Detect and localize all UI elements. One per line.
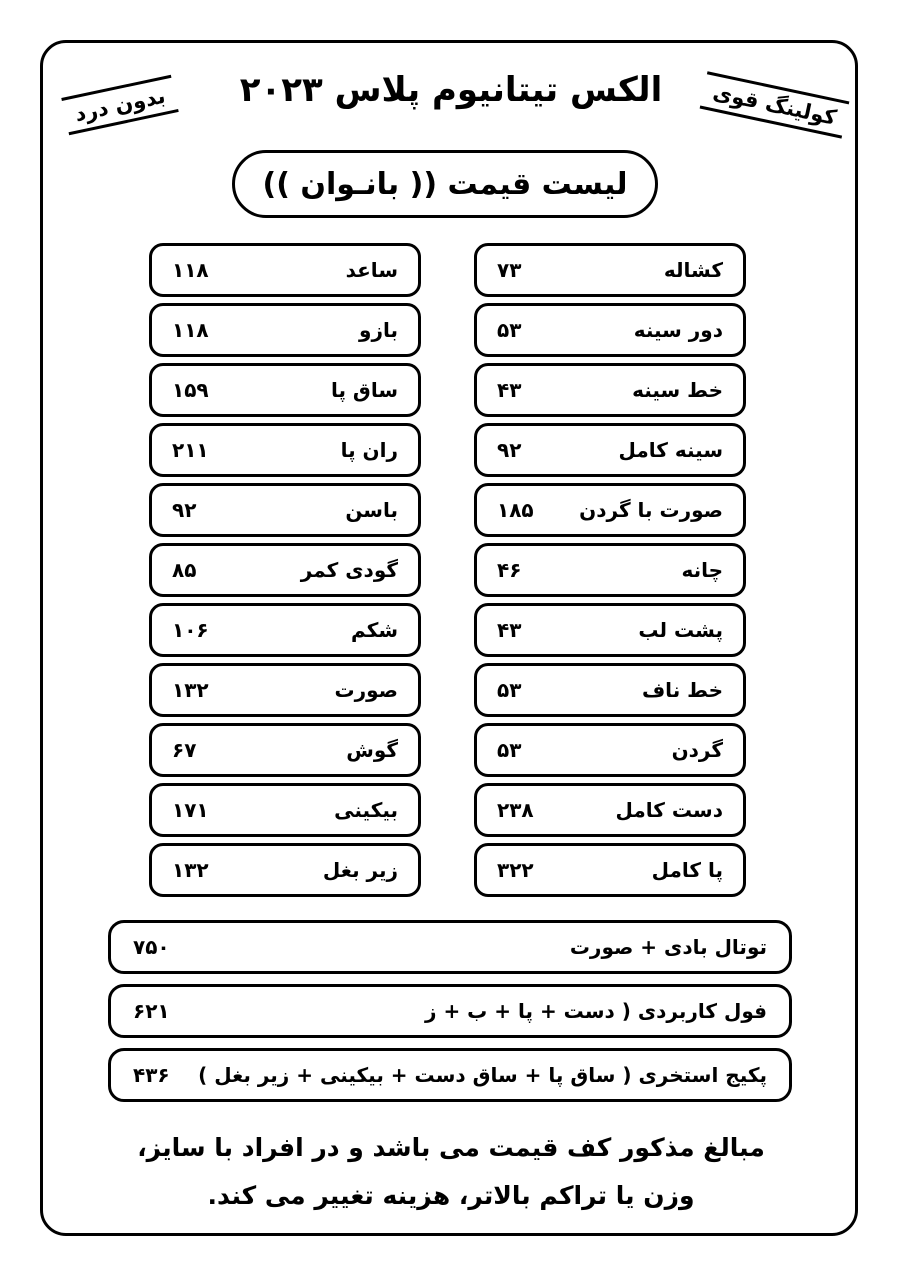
price-item [149, 363, 421, 417]
price-item [149, 663, 421, 717]
note-line-1: مبالغ مذکور کف قیمت می باشد و در افراد با سایز، [137, 1133, 765, 1162]
item-price: ۵۳ [497, 738, 522, 762]
item-price: ۹۲ [497, 438, 522, 462]
item-name: گوش [346, 738, 398, 762]
item-name: صورت [334, 678, 398, 702]
price-item [474, 483, 746, 537]
price-item [149, 723, 421, 777]
price-item [474, 423, 746, 477]
page-title: الکس تیتانیوم پلاس ۲۰۲۳ [239, 70, 663, 110]
price-list-subtitle [232, 150, 658, 218]
no-pain-tag: بدون درد [61, 75, 178, 135]
item-price: ۱۱۸ [172, 318, 209, 342]
item-name: صورت با گردن [579, 498, 723, 522]
price-item [149, 243, 421, 297]
item-name: سینه کامل [618, 438, 723, 462]
item-price: ۱۱۸ [172, 258, 209, 282]
package-name: فول کاربردی ( دست + پا + ب + ز [424, 999, 767, 1023]
package-name: پکیج استخری ( ساق پا + ساق دست + بیکینی + زیر بغل ) [198, 1063, 767, 1087]
item-name: گردن [671, 738, 723, 762]
price-item [149, 783, 421, 837]
item-price: ۴۳ [497, 618, 522, 642]
item-name: پا کامل [651, 858, 723, 882]
item-price: ۱۰۶ [172, 618, 209, 642]
package-list [108, 920, 792, 1112]
item-price: ۱۳۲ [172, 858, 209, 882]
package-item [108, 1048, 792, 1102]
price-item [149, 543, 421, 597]
item-name: پشت لب [638, 618, 723, 642]
subtitle-text: لیست قیمت (( بانـوان )) [262, 166, 628, 202]
item-price: ۴۶ [497, 558, 522, 582]
item-price: ۱۸۵ [497, 498, 534, 522]
item-name: دست کامل [615, 798, 723, 822]
price-item [474, 723, 746, 777]
left-price-column [149, 243, 421, 903]
item-price: ۱۳۲ [172, 678, 209, 702]
price-item [149, 843, 421, 897]
item-price: ۸۵ [172, 558, 197, 582]
price-note [60, 1124, 842, 1220]
price-item [149, 303, 421, 357]
package-name: توتال بادی + صورت [569, 935, 767, 959]
price-item [474, 783, 746, 837]
item-price: ۷۳ [497, 258, 522, 282]
item-name: خط سینه [632, 378, 723, 402]
strong-cooling-tag: کولینگ قوی [700, 71, 850, 138]
item-name: بیکینی [334, 798, 398, 822]
price-item [474, 663, 746, 717]
price-item [474, 303, 746, 357]
note-line-2: وزن یا تراکم بالاتر، هزینه تغییر می کند. [207, 1181, 695, 1210]
package-price: ۷۵۰ [133, 935, 170, 959]
item-name: بازو [359, 318, 398, 342]
package-item [108, 984, 792, 1038]
item-name: باسن [345, 498, 398, 522]
item-price: ۳۲۲ [497, 858, 534, 882]
package-price: ۴۳۶ [133, 1063, 170, 1087]
item-name: دور سینه [633, 318, 723, 342]
item-price: ۱۵۹ [172, 378, 209, 402]
right-price-column [474, 243, 746, 903]
item-name: زیر بغل [322, 858, 398, 882]
item-price: ۵۳ [497, 318, 522, 342]
item-price: ۴۳ [497, 378, 522, 402]
item-name: گودی کمر [300, 558, 398, 582]
item-name: خط ناف [641, 678, 723, 702]
package-item [108, 920, 792, 974]
item-price: ۲۳۸ [497, 798, 534, 822]
price-item [149, 483, 421, 537]
item-price: ۲۱۱ [172, 438, 209, 462]
price-item [474, 363, 746, 417]
price-item [149, 603, 421, 657]
item-name: ران پا [340, 438, 398, 462]
price-item [149, 423, 421, 477]
price-item [474, 543, 746, 597]
item-name: کشاله [663, 258, 723, 282]
item-price: ۶۷ [172, 738, 197, 762]
package-price: ۶۲۱ [133, 999, 170, 1023]
price-item [474, 243, 746, 297]
item-name: ساعد [345, 258, 398, 282]
price-item [474, 603, 746, 657]
item-name: شکم [351, 618, 398, 642]
item-name: ساق پا [330, 378, 398, 402]
item-price: ۹۲ [172, 498, 197, 522]
price-item [474, 843, 746, 897]
item-price: ۵۳ [497, 678, 522, 702]
item-name: چانه [681, 558, 723, 582]
item-price: ۱۷۱ [172, 798, 209, 822]
